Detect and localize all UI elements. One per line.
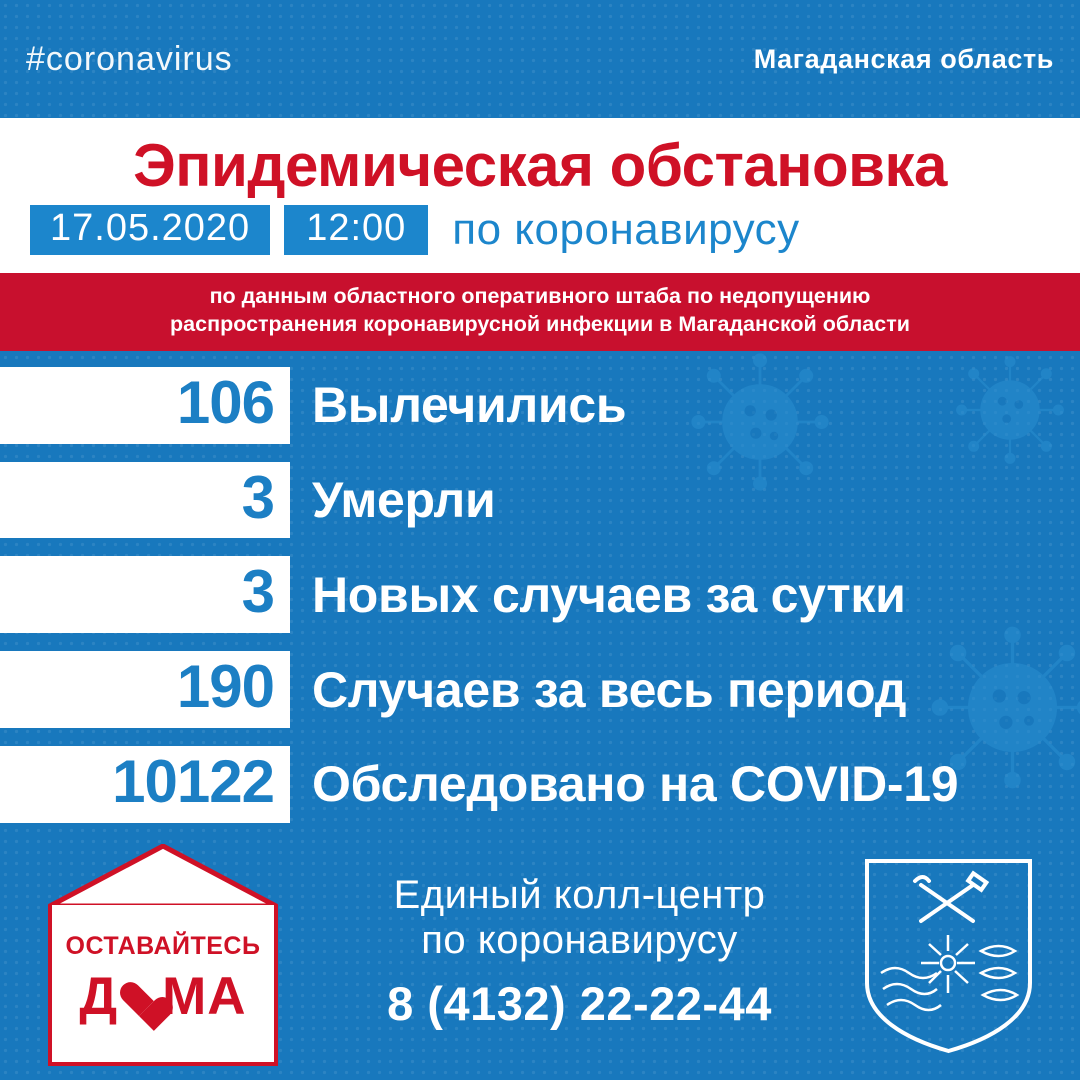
stat-value: 3: [0, 462, 290, 539]
stay-label: ОСТАВАЙТЕСЬ: [65, 932, 261, 960]
stat-value: 10122: [0, 746, 290, 823]
home-label-left: Д: [79, 967, 119, 1026]
date-chip: 17.05.2020: [30, 205, 270, 255]
footer-bar: [0, 830, 1080, 1080]
page-title: Эпидемическая обстановка: [133, 132, 947, 199]
home-label: [48, 966, 278, 1027]
stat-row: [0, 651, 1080, 728]
page-subtitle: по коронавирусу: [452, 205, 800, 254]
time-chip: 12:00: [284, 205, 428, 255]
call-center-line-1: Единый колл-центр: [393, 872, 766, 917]
call-center-line-2: по коронавирусу: [421, 917, 738, 962]
stay-home-badge: [48, 844, 278, 1066]
home-label-right: МА: [162, 967, 247, 1026]
stat-label: Обследовано на COVID-19: [312, 756, 959, 813]
header-bar: [0, 0, 1080, 118]
stat-row: [0, 367, 1080, 444]
title-block: [0, 118, 1080, 273]
source-line-1: по данным областного оперативного штаба по недопущению: [209, 284, 871, 308]
stat-row: [0, 556, 1080, 633]
stat-value: 106: [0, 367, 290, 444]
call-center-block: [278, 873, 861, 1032]
stats-list: [0, 351, 1080, 823]
heart-icon: [120, 980, 160, 1020]
call-center-phone[interactable]: 8 (4132) 22-22-44: [387, 977, 772, 1031]
stat-value: 190: [0, 651, 290, 728]
region-label: Магаданская область: [753, 43, 1054, 74]
subtitle-row: [0, 197, 1080, 267]
stat-row: [0, 462, 1080, 539]
stat-label: Новых случаев за сутки: [312, 566, 906, 623]
stat-label: Случаев за весь период: [312, 661, 907, 718]
house-roof-icon: [48, 844, 278, 908]
source-line-2: распространения коронавирусной инфекции в Магаданской области: [170, 311, 910, 336]
stat-label: Вылечились: [312, 377, 627, 434]
hashtag-label: #coronavirus: [26, 39, 233, 78]
source-band: [0, 273, 1080, 351]
magadan-coat-of-arms-icon: [861, 855, 1036, 1055]
stat-row: [0, 746, 1080, 823]
stat-label: Умерли: [312, 472, 496, 529]
stat-value: 3: [0, 556, 290, 633]
